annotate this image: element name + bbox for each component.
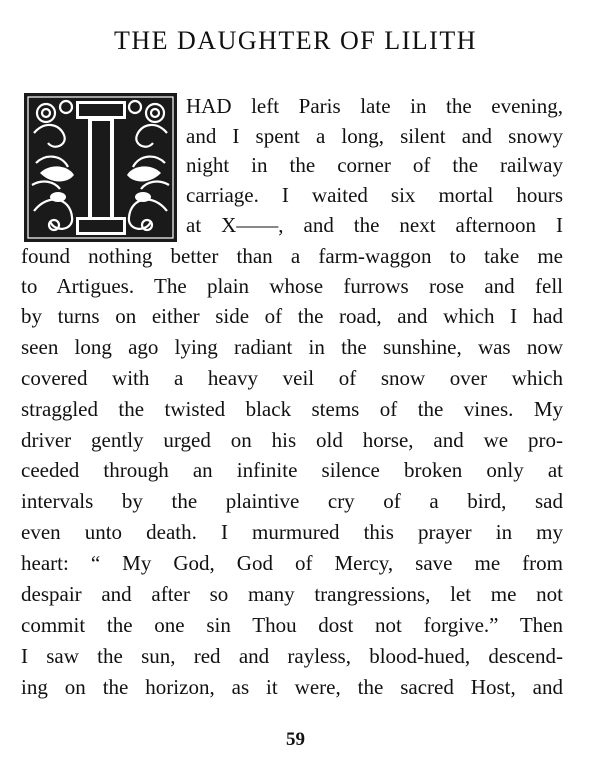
text-line: at X——, and the next afternoon I — [186, 213, 563, 237]
text-line: straggled the twisted black stems of the vines. My — [21, 397, 563, 421]
text-line: and I spent a long, silent and snowy — [186, 124, 563, 148]
running-header-title: THE DAUGHTER OF LILITH — [113, 26, 477, 55]
text-line: despair and after so many trangressions, let me not — [21, 582, 563, 606]
text-line: driver gently urged on his old horse, and we pro- — [21, 428, 563, 452]
ornamental-dropcap-icon — [24, 93, 177, 242]
text-line: to Artigues. The plain whose furrows rose and fell — [21, 274, 563, 298]
page-number: 59 — [286, 729, 305, 750]
text-line: seen long ago lying radiant in the sunshine, was now — [21, 335, 563, 359]
text-line: I saw the sun, red and rayless, blood-hued, descend- — [21, 644, 563, 668]
text-line: ing on the horizon, as it were, the sacred Host, and — [21, 675, 563, 699]
text-line: intervals by the plaintive cry of a bird, sad — [21, 489, 563, 513]
text-line: by turns on either side of the road, and which I had — [21, 304, 563, 328]
text-line: covered with a heavy veil of snow over which — [21, 366, 563, 390]
text-line: found nothing better than a farm-waggon to take me — [21, 244, 563, 268]
text-line: night in the corner of the railway — [186, 153, 563, 177]
text-line: even unto death. I murmured this prayer in my — [21, 520, 563, 544]
text-line: commit the one sin Thou dost not forgive.” Then — [21, 613, 563, 637]
text-line: heart: “ My God, God of Mercy, save me from — [21, 551, 563, 575]
text-line: HAD left Paris late in the evening, — [186, 94, 563, 118]
text-line: carriage. I waited six mortal hours — [186, 183, 563, 207]
text-line: ceeded through an infinite silence broken only at — [21, 458, 563, 482]
